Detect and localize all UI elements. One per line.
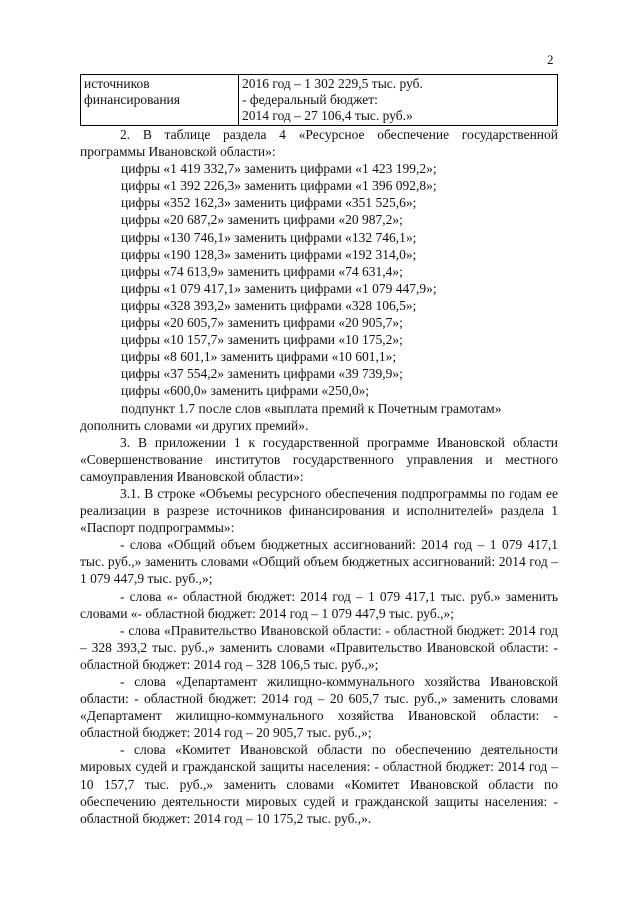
list-item: цифры «8 601,1» заменить цифрами «10 601,1»; [121, 349, 397, 365]
page-number: 2 [547, 52, 554, 67]
list-item: цифры «20 687,2» заменить цифрами «20 987,2»; [121, 212, 403, 228]
list-item: цифры «328 393,2» заменить цифрами «328 106,5»; [121, 297, 417, 313]
list-item: цифры «352 162,3» заменить цифрами «351 525,6»; [121, 195, 417, 211]
item-3-1: 3.1. В строке «Объемы ресурсного обеспечения подпрограммы по годам ее реализации в разрезе источников финансирования и исполнителей» раздела 1 «Паспорт подпрограммы»: [80, 485, 558, 536]
list-item: цифры «1 392 226,3» заменить цифрами «1 396 092,8»; [121, 178, 437, 194]
list-item: цифры «190 128,3» заменить цифрами «192 314,0»; [121, 246, 417, 262]
table-cell-line: источников [84, 76, 150, 91]
funding-table-fragment [80, 74, 558, 126]
dash-item: - слова «Общий объем бюджетных ассигнований: 2014 год – 1 079 417,1 тыс. руб.,» заменить словами «Общий объем бюджетных ассигнований: 2014 год – 1 079 447,9 тыс. руб.,»; [80, 537, 558, 587]
list-item: цифры «600,0» заменить цифрами «250,0»; [121, 383, 370, 399]
dash-item: - слова «Комитет Ивановской области по обеспечению деятельности мировых судей и гражданской защиты населения: - областной бюджет: 2014 год – 10 157,7 тыс. руб.,» заменить словами «Комитет Ивановской области по обеспечению деятельности мировых судей и гражданской защиты населения: - областной бюджет: 2014 год – 10 175,2 тыс. руб.,». [80, 742, 558, 826]
list-item: цифры «1 419 332,7» заменить цифрами «1 423 199,2»; [121, 161, 437, 177]
list-item: цифры «1 079 417,1» заменить цифрами «1 079 447,9»; [121, 280, 437, 296]
subpoint-line: подпункт 1.7 после слов «выплата премий к Почетным грамотам» [121, 400, 502, 416]
table-cell-line: финансирования [84, 92, 180, 107]
subpoint-continuation: дополнить словами «и других премий». [80, 417, 309, 433]
dash-item: - слова «- областной бюджет: 2014 год – 1 079 417,1 тыс. руб.» заменить словами «- областной бюджет: 2014 год – 1 079 447,9 тыс. руб.,»; [80, 588, 558, 621]
table-cell-line: 2016 год – 1 302 229,5 тыс. руб. [242, 76, 423, 91]
table-cell-value [239, 75, 558, 126]
document-body [80, 126, 558, 827]
dash-item: - слова «Департамент жилищно-коммунального хозяйства Ивановской области: - областной бюджет: 2014 год – 20 605,7 тыс. руб.,» заменить словами «Департамент жилищно-коммунального хозяйства Ивановской области: - областной бюджет: 2014 год – 20 905,7 тыс. руб.,»; [80, 674, 558, 741]
dash-item: - слова «Правительство Ивановской области: - областной бюджет: 2014 год – 328 393,2 тыс. руб.,» заменить словами «Правительство Ивановской области: - областной бюджет: 2014 год – 328 106,5 тыс. руб.,»; [80, 622, 558, 672]
table-cell-label [81, 75, 239, 126]
item-3: 3. В приложении 1 к государственной программе Ивановской области «Совершенствование институтов государственного управления и местного самоуправления Ивановской области»: [80, 434, 558, 484]
table-cell-line: 2014 год – 27 106,4 тыс. руб.» [242, 108, 413, 123]
table-row [81, 75, 558, 126]
list-item: цифры «20 605,7» заменить цифрами «20 905,7»; [121, 315, 403, 331]
list-item: цифры «74 613,9» заменить цифрами «74 631,4»; [121, 263, 403, 279]
list-item: цифры «10 157,7» заменить цифрами «10 175,2»; [121, 332, 403, 348]
item-2-intro: 2. В таблице раздела 4 «Ресурсное обеспечение государственной программы Ивановской области»: [80, 127, 558, 160]
list-item: цифры «130 746,1» заменить цифрами «132 746,1»; [121, 229, 417, 245]
list-item: цифры «37 554,2» заменить цифрами «39 739,9»; [121, 366, 403, 382]
table-cell-line: - федеральный бюджет: [242, 92, 378, 107]
replacement-list [80, 160, 558, 416]
